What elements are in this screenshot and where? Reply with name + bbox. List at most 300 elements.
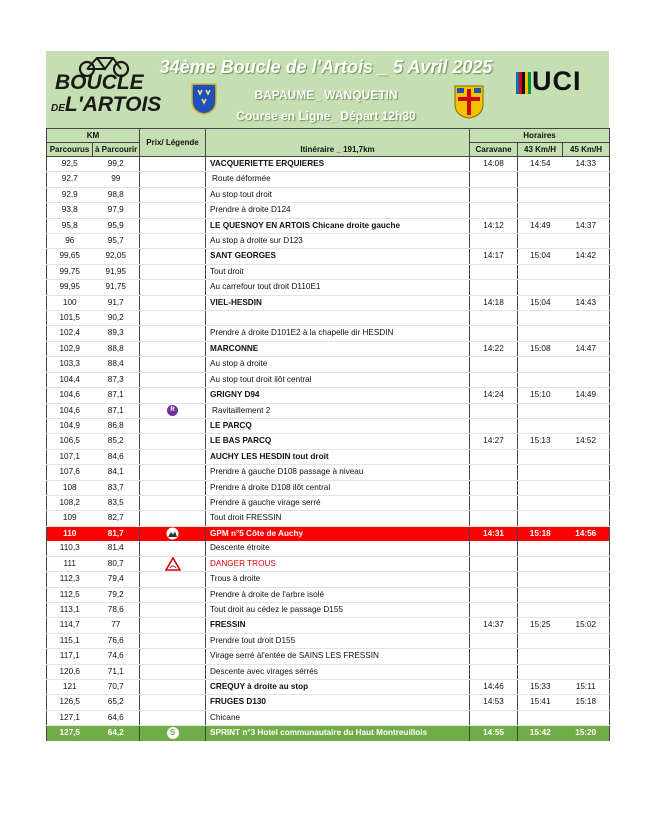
- km-a-parcourir-cell: 81,7: [93, 526, 140, 541]
- time-45-cell: 14:42: [563, 249, 610, 264]
- table-row: [47, 710, 610, 725]
- km-a-parcourir-cell: 77: [93, 618, 140, 633]
- time-43-cell: [518, 495, 563, 510]
- time-45-cell: 14:37: [563, 218, 610, 233]
- logo-line1: BOUCLE: [55, 71, 144, 94]
- caravane-time-cell: [470, 403, 518, 418]
- km-a-parcourir-cell: 74,6: [93, 649, 140, 664]
- caravane-time-cell: [470, 187, 518, 202]
- time-43-cell: 15:41: [518, 695, 563, 710]
- table-row: [47, 187, 610, 202]
- prix-legende-cell: [140, 695, 206, 710]
- itinerary-cell: SPRINT n°3 Hotel communautaire du Haut Montreuillois: [206, 726, 470, 741]
- time-45-cell: 15:20: [563, 726, 610, 741]
- prix-legende-cell: [140, 618, 206, 633]
- prix-legende-cell: [140, 556, 206, 572]
- km-a-parcourir-cell: 99: [93, 172, 140, 187]
- caravane-time-cell: [470, 326, 518, 341]
- km-parcourus-cell: 121: [47, 679, 93, 694]
- table-row: [47, 326, 610, 341]
- itinerary-cell: Ravitaillement 2: [206, 403, 470, 418]
- time-45-cell: [563, 326, 610, 341]
- km-parcourus-cell: 93,8: [47, 203, 93, 218]
- km-a-parcourir-cell: 87,1: [93, 388, 140, 403]
- km-parcourus-cell: 102,9: [47, 341, 93, 356]
- prix-legende-cell: [140, 203, 206, 218]
- time-43-cell: [518, 649, 563, 664]
- km-a-parcourir-cell: 89,3: [93, 326, 140, 341]
- km-parcourus-cell: 99,65: [47, 249, 93, 264]
- km-parcourus-cell: 108: [47, 480, 93, 495]
- km-a-parcourir-cell: 82,7: [93, 511, 140, 526]
- km-parcourus-cell: 111: [47, 556, 93, 572]
- km-parcourus-cell: 109: [47, 511, 93, 526]
- caravane-time-cell: 14:37: [470, 618, 518, 633]
- table-row: [47, 311, 610, 326]
- caravane-time-cell: 14:17: [470, 249, 518, 264]
- time-45-cell: [563, 495, 610, 510]
- table-row: [47, 449, 610, 464]
- km-parcourus-cell: 92,7: [47, 172, 93, 187]
- prix-legende-cell: [140, 187, 206, 202]
- time-45-cell: [563, 587, 610, 602]
- header-banner: [46, 51, 609, 128]
- caravane-time-cell: 14:18: [470, 295, 518, 310]
- ravitaillement-icon: R: [167, 405, 178, 416]
- caravane-time-cell: 14:31: [470, 526, 518, 541]
- km-parcourus-cell: 108,2: [47, 495, 93, 510]
- uci-label: UCI: [532, 66, 582, 96]
- prix-legende-cell: [140, 587, 206, 602]
- km-a-parcourir-cell: 88,8: [93, 341, 140, 356]
- course-subtitle: Course en Ligne_ Départ 12h30: [236, 109, 416, 123]
- itinerary-cell: Prendre à droite D101E2 à la chapelle dir HESDIN: [206, 326, 470, 341]
- prix-legende-cell: [140, 434, 206, 449]
- prix-legende-cell: [140, 710, 206, 725]
- km-parcourus-cell: 99,75: [47, 264, 93, 279]
- caravane-time-cell: [470, 280, 518, 295]
- logo-line2-small: DE: [51, 103, 65, 114]
- prix-legende-cell: [140, 449, 206, 464]
- itinerary-rows: [47, 157, 610, 741]
- prix-legende-cell: [140, 465, 206, 480]
- km-parcourus-cell: 104,6: [47, 403, 93, 418]
- time-45-cell: [563, 264, 610, 279]
- time-45-cell: [563, 572, 610, 587]
- km-a-parcourir-cell: 70,7: [93, 679, 140, 694]
- prix-legende-cell: [140, 511, 206, 526]
- time-45-cell: [563, 602, 610, 617]
- caravane-time-cell: [470, 465, 518, 480]
- prix-legende-cell: [140, 264, 206, 279]
- table-row: [47, 480, 610, 495]
- time-43-cell: [518, 357, 563, 372]
- danger-warning-icon: [165, 557, 181, 571]
- a-parcourir-header: à Parcourir: [93, 143, 140, 157]
- itinerary-cell: CREQUY à droite au stop: [206, 679, 470, 694]
- caravane-time-cell: [470, 556, 518, 572]
- speed-43-header: 43 Km/H: [518, 143, 563, 157]
- table-row: [47, 664, 610, 679]
- route-subtitle: BAPAUME_ WANQUETIN: [254, 88, 398, 102]
- km-parcourus-cell: 115,1: [47, 633, 93, 648]
- table-row: [47, 434, 610, 449]
- table-row: [47, 388, 610, 403]
- itinerary-cell: GRIGNY D94: [206, 388, 470, 403]
- caravane-time-cell: [470, 203, 518, 218]
- prix-legende-cell: [140, 633, 206, 648]
- caravane-time-cell: [470, 357, 518, 372]
- caravane-time-cell: [470, 234, 518, 249]
- itinerary-cell: Tout droit au cédez le passage D155: [206, 602, 470, 617]
- table-row: [47, 357, 610, 372]
- table-row: [47, 511, 610, 526]
- km-a-parcourir-cell: 84,6: [93, 449, 140, 464]
- table-row: [47, 418, 610, 433]
- time-45-cell: [563, 480, 610, 495]
- caravane-time-cell: [470, 418, 518, 433]
- table-row: [47, 203, 610, 218]
- sprint-icon: S: [167, 727, 179, 739]
- km-parcourus-cell: 101,5: [47, 311, 93, 326]
- km-parcourus-cell: 95,8: [47, 218, 93, 233]
- km-a-parcourir-cell: 76,6: [93, 633, 140, 648]
- table-row: [47, 633, 610, 648]
- itinerary-cell: Prendre tout droit D155: [206, 633, 470, 648]
- table-row: [47, 602, 610, 617]
- prix-legende-cell: [140, 157, 206, 172]
- itinerary-cell: DANGER TROUS: [206, 556, 470, 572]
- caravane-time-cell: 14:12: [470, 218, 518, 233]
- time-43-cell: [518, 449, 563, 464]
- caravane-time-cell: [470, 172, 518, 187]
- time-43-cell: [518, 602, 563, 617]
- km-parcourus-cell: 96: [47, 234, 93, 249]
- caravane-time-cell: 14:27: [470, 434, 518, 449]
- caravane-time-cell: [470, 602, 518, 617]
- km-a-parcourir-cell: 97,9: [93, 203, 140, 218]
- mountain-climb-icon: [166, 527, 179, 540]
- prix-legende-cell: [140, 295, 206, 310]
- km-a-parcourir-cell: 80,7: [93, 556, 140, 572]
- roadbook-sheet: [46, 51, 609, 741]
- km-a-parcourir-cell: 86,8: [93, 418, 140, 433]
- table-row: [47, 157, 610, 172]
- prix-legende-cell: [140, 311, 206, 326]
- caravane-time-cell: [470, 264, 518, 279]
- time-43-cell: [518, 372, 563, 387]
- itinerary-cell: Chicane: [206, 710, 470, 725]
- table-row: [47, 403, 610, 418]
- prix-legende-cell: [140, 388, 206, 403]
- km-parcourus-cell: 120,6: [47, 664, 93, 679]
- time-45-cell: 14:56: [563, 526, 610, 541]
- time-43-cell: [518, 465, 563, 480]
- prix-legende-cell: [140, 172, 206, 187]
- time-43-cell: [518, 403, 563, 418]
- time-45-cell: [563, 234, 610, 249]
- km-a-parcourir-cell: 83,5: [93, 495, 140, 510]
- itinerary-cell: Trous à droite: [206, 572, 470, 587]
- km-a-parcourir-cell: 98,8: [93, 187, 140, 202]
- time-45-cell: [563, 541, 610, 556]
- time-45-cell: [563, 511, 610, 526]
- km-a-parcourir-cell: 95,9: [93, 218, 140, 233]
- parcourus-header: Parcourus: [47, 143, 93, 157]
- table-row: [47, 280, 610, 295]
- km-parcourus-cell: 92,5: [47, 157, 93, 172]
- time-43-cell: 14:49: [518, 218, 563, 233]
- time-43-cell: 15:33: [518, 679, 563, 694]
- km-parcourus-cell: 106,5: [47, 434, 93, 449]
- time-43-cell: [518, 480, 563, 495]
- km-a-parcourir-cell: 99,2: [93, 157, 140, 172]
- table-row: [47, 618, 610, 633]
- km-a-parcourir-cell: 91,7: [93, 295, 140, 310]
- time-43-cell: [518, 203, 563, 218]
- table-row: [47, 295, 610, 310]
- time-45-cell: [563, 633, 610, 648]
- prix-legende-cell: [140, 326, 206, 341]
- itinerary-cell: LE BAS PARCQ: [206, 434, 470, 449]
- prix-legende-cell: [140, 495, 206, 510]
- table-row: [47, 372, 610, 387]
- caravane-time-cell: 14:55: [470, 726, 518, 741]
- speed-45-header: 45 Km/H: [563, 143, 610, 157]
- coat-of-arms-right-icon: [454, 85, 484, 119]
- km-parcourus-cell: 104,9: [47, 418, 93, 433]
- time-43-cell: 15:25: [518, 618, 563, 633]
- time-43-cell: [518, 511, 563, 526]
- itinerary-cell: LE PARCQ: [206, 418, 470, 433]
- caravane-time-cell: [470, 710, 518, 725]
- page-title: 34ème Boucle de l'Artois _ 5 Avril 2025: [159, 57, 493, 77]
- table-row: [47, 541, 610, 556]
- time-43-cell: 15:18: [518, 526, 563, 541]
- prix-legende-cell: [140, 418, 206, 433]
- km-parcourus-cell: 113,1: [47, 602, 93, 617]
- caravane-time-cell: 14:46: [470, 679, 518, 694]
- km-parcourus-cell: 102,4: [47, 326, 93, 341]
- itinerary-cell: VIEL-HESDIN: [206, 295, 470, 310]
- km-a-parcourir-cell: 91,95: [93, 264, 140, 279]
- itinerary-cell: Virage serré àl'entée de SAINS LES FRESSIN: [206, 649, 470, 664]
- km-a-parcourir-cell: 79,4: [93, 572, 140, 587]
- prix-legende-cell: [140, 218, 206, 233]
- time-43-cell: [518, 664, 563, 679]
- prix-legende-cell: [140, 572, 206, 587]
- km-parcourus-cell: 107,6: [47, 465, 93, 480]
- prix-legende-cell: [140, 541, 206, 556]
- itinerary-cell: MARCONNE: [206, 341, 470, 356]
- time-45-cell: [563, 649, 610, 664]
- itinerary-cell: Prendre à gauche D108 passage à niveau: [206, 465, 470, 480]
- km-parcourus-cell: 127,1: [47, 710, 93, 725]
- km-parcourus-cell: 99,95: [47, 280, 93, 295]
- time-45-cell: [563, 449, 610, 464]
- time-45-cell: [563, 203, 610, 218]
- time-43-cell: 15:04: [518, 249, 563, 264]
- time-45-cell: [563, 311, 610, 326]
- km-a-parcourir-cell: 87,3: [93, 372, 140, 387]
- prix-legende-cell: [140, 602, 206, 617]
- km-parcourus-cell: 103,3: [47, 357, 93, 372]
- itinerary-cell: FRESSIN: [206, 618, 470, 633]
- time-45-cell: [563, 710, 610, 725]
- time-43-cell: [518, 172, 563, 187]
- itinerary-cell: Au stop à droite: [206, 357, 470, 372]
- caravane-time-cell: 14:53: [470, 695, 518, 710]
- time-43-cell: 15:10: [518, 388, 563, 403]
- prix-legende-cell: [140, 664, 206, 679]
- itinerary-cell: Tout droit: [206, 264, 470, 279]
- km-parcourus-cell: 92,9: [47, 187, 93, 202]
- km-a-parcourir-cell: 95,7: [93, 234, 140, 249]
- time-45-cell: [563, 556, 610, 572]
- table-row: [47, 726, 610, 741]
- km-parcourus-cell: 117,1: [47, 649, 93, 664]
- itinerary-cell: FRUGES D130: [206, 695, 470, 710]
- time-45-cell: [563, 418, 610, 433]
- itinerary-cell: Tout droit FRESSIN: [206, 511, 470, 526]
- time-45-cell: 15:02: [563, 618, 610, 633]
- time-45-cell: 15:11: [563, 679, 610, 694]
- itinerary-cell: [206, 311, 470, 326]
- km-parcourus-cell: 110,3: [47, 541, 93, 556]
- km-parcourus-cell: 126,5: [47, 695, 93, 710]
- time-43-cell: [518, 633, 563, 648]
- km-parcourus-cell: 127,5: [47, 726, 93, 741]
- caravane-time-cell: 14:08: [470, 157, 518, 172]
- km-parcourus-cell: 104,6: [47, 388, 93, 403]
- table-row: [47, 465, 610, 480]
- itinerary-cell: Au stop à droite sur D123: [206, 234, 470, 249]
- time-45-cell: 14:49: [563, 388, 610, 403]
- itinerary-cell: LE QUESNOY EN ARTOIS Chicane droite gauche: [206, 218, 470, 233]
- prix-legende-header: Prix/ Légende: [140, 129, 206, 157]
- time-45-cell: [563, 187, 610, 202]
- time-43-cell: [518, 587, 563, 602]
- prix-legende-cell: [140, 234, 206, 249]
- km-parcourus-cell: 107,1: [47, 449, 93, 464]
- itinerary-cell: Au carrefour tout droit D110E1: [206, 280, 470, 295]
- time-43-cell: [518, 264, 563, 279]
- km-a-parcourir-cell: 64,6: [93, 710, 140, 725]
- itinerary-cell: Prendre à droite D124: [206, 203, 470, 218]
- caravane-header: Caravane: [470, 143, 518, 157]
- caravane-time-cell: [470, 311, 518, 326]
- table-row: [47, 234, 610, 249]
- prix-legende-cell: [140, 357, 206, 372]
- logo-line2-big: L'ARTOIS: [64, 93, 162, 116]
- time-45-cell: [563, 280, 610, 295]
- km-parcourus-cell: 112,5: [47, 587, 93, 602]
- km-a-parcourir-cell: 85,2: [93, 434, 140, 449]
- time-43-cell: 15:42: [518, 726, 563, 741]
- time-45-cell: [563, 664, 610, 679]
- table-row: [47, 218, 610, 233]
- km-a-parcourir-cell: 64,2: [93, 726, 140, 741]
- caravane-time-cell: [470, 633, 518, 648]
- km-header: KM: [47, 129, 140, 143]
- km-parcourus-cell: 110: [47, 526, 93, 541]
- caravane-time-cell: [470, 372, 518, 387]
- time-43-cell: [518, 187, 563, 202]
- prix-legende-cell: [140, 403, 206, 418]
- time-43-cell: [518, 234, 563, 249]
- time-45-cell: 14:33: [563, 157, 610, 172]
- prix-legende-cell: [140, 726, 206, 741]
- time-45-cell: 15:18: [563, 695, 610, 710]
- table-row: [47, 249, 610, 264]
- itinerary-cell: Route déformée: [206, 172, 470, 187]
- km-parcourus-cell: 114,7: [47, 618, 93, 633]
- time-43-cell: [518, 710, 563, 725]
- time-45-cell: [563, 403, 610, 418]
- km-a-parcourir-cell: 88,4: [93, 357, 140, 372]
- uci-logo: [516, 66, 590, 97]
- table-row: [47, 587, 610, 602]
- km-a-parcourir-cell: 91,75: [93, 280, 140, 295]
- time-45-cell: 14:43: [563, 295, 610, 310]
- km-parcourus-cell: 112,3: [47, 572, 93, 587]
- table-row: [47, 695, 610, 710]
- km-a-parcourir-cell: 87,1: [93, 403, 140, 418]
- km-a-parcourir-cell: 81,4: [93, 541, 140, 556]
- table-row: [47, 572, 610, 587]
- itinerary-cell: Prendre à gauche virage serré: [206, 495, 470, 510]
- time-45-cell: [563, 357, 610, 372]
- itinerary-cell: Prendre à droite de l'arbre isolé: [206, 587, 470, 602]
- time-43-cell: [518, 556, 563, 572]
- table-row: [47, 495, 610, 510]
- caravane-time-cell: [470, 572, 518, 587]
- km-a-parcourir-cell: 83,7: [93, 480, 140, 495]
- km-parcourus-cell: 104,4: [47, 372, 93, 387]
- time-43-cell: 15:13: [518, 434, 563, 449]
- boucle-artois-logo: [51, 53, 163, 125]
- time-43-cell: [518, 418, 563, 433]
- caravane-time-cell: [470, 480, 518, 495]
- table-row: [47, 341, 610, 356]
- time-45-cell: 14:47: [563, 341, 610, 356]
- caravane-time-cell: [470, 541, 518, 556]
- itinerary-cell: GPM n°5 Côte de Auchy: [206, 526, 470, 541]
- time-43-cell: 15:04: [518, 295, 563, 310]
- time-43-cell: [518, 280, 563, 295]
- time-45-cell: [563, 372, 610, 387]
- prix-legende-cell: [140, 280, 206, 295]
- table-row: [47, 556, 610, 572]
- itinerary-table: [46, 128, 610, 741]
- table-row: [47, 526, 610, 541]
- table-row: [47, 679, 610, 694]
- itinerary-cell: VACQUERIETTE ERQUIERES: [206, 157, 470, 172]
- itinerary-cell: Au stop tout droit: [206, 187, 470, 202]
- horaires-header: Horaires: [470, 129, 610, 143]
- time-45-cell: [563, 465, 610, 480]
- time-45-cell: [563, 172, 610, 187]
- prix-legende-cell: [140, 649, 206, 664]
- itinerary-cell: Descente avec virages sérrés: [206, 664, 470, 679]
- table-row: [47, 172, 610, 187]
- prix-legende-cell: [140, 372, 206, 387]
- time-43-cell: [518, 311, 563, 326]
- km-a-parcourir-cell: 78,6: [93, 602, 140, 617]
- caravane-time-cell: [470, 587, 518, 602]
- itineraire-header: Itinéraire _ 191,7km: [206, 129, 470, 157]
- table-row: [47, 264, 610, 279]
